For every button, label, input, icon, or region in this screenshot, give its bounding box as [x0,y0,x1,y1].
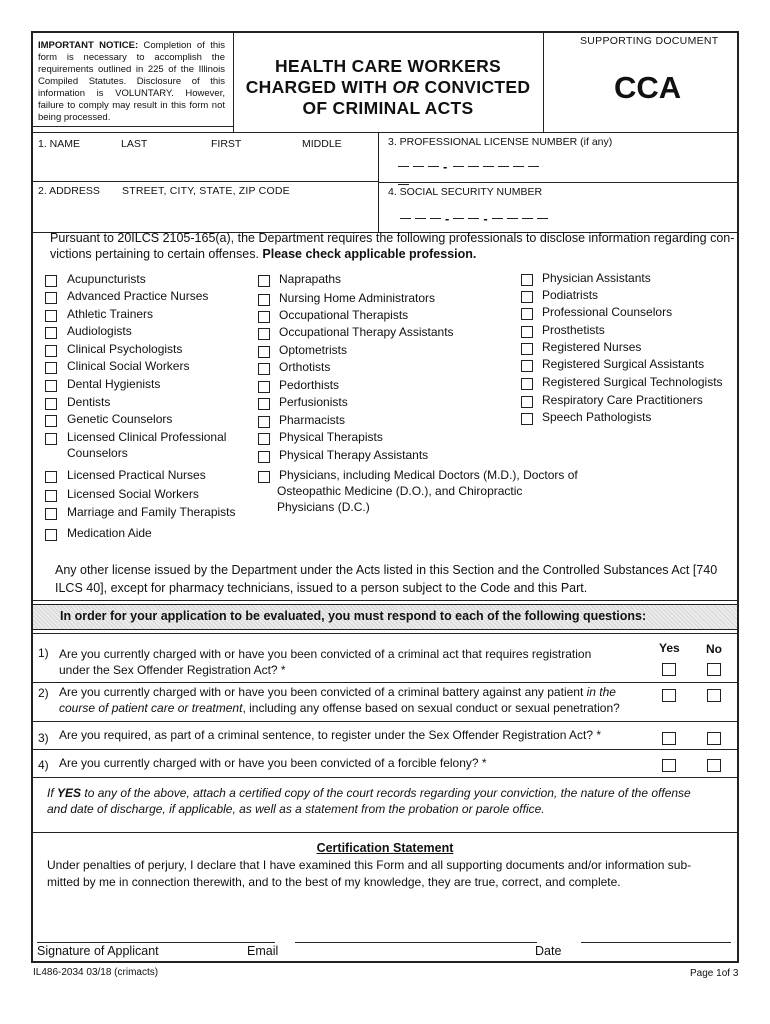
date-label: Date [535,944,562,958]
important-notice [38,40,225,124]
checkbox-dental-hygienists[interactable] [45,380,57,392]
banner-text: In order for your application to be evaluated, you must respond to each of the following questions: [60,609,647,623]
checkbox-pharmacists[interactable] [258,416,270,428]
intro-text: Pursuant to 20ILCS 2105-165(a), the Department requires the following professionals to disclose information regarding con- victions pertaining to certain offenses. Please check applicable profession. [50,231,735,261]
q1-yes-checkbox[interactable] [662,663,676,676]
checkbox-orthotists[interactable] [258,363,270,375]
if-yes-instructions: If YES to any of the above, attach a certified copy of the court records regarding your conviction, the nature of the offense and date of discharge, if applicable, as well as a statement from the probation or parole office. [47,786,691,816]
label-licensed-social-workers: Licensed Social Workers [67,487,199,501]
checkbox-occupational-therapy-assistants[interactable] [258,328,270,340]
label-physician-assistants: Physician Assistants [542,271,651,285]
signature-line [37,942,275,943]
name-address-divider [33,181,378,182]
q1-no-checkbox[interactable] [707,663,721,676]
checkbox-licensed-clinical-professional-counselors[interactable] [45,433,57,445]
label-licensed-clinical-professional: Licensed Clinical Professional [67,430,227,444]
checkbox-respiratory-care-practitioners[interactable] [521,396,533,408]
label-registered-nurses: Registered Nurses [542,340,642,354]
checkbox-clinical-psychologists[interactable] [45,345,57,357]
q2-number: 2) [38,686,49,700]
notice-divider [33,126,233,127]
checkbox-pedorthists[interactable] [258,381,270,393]
label-physicians-line-3: Physicians (D.C.) [277,500,370,514]
signature-label: Signature of Applicant [37,944,159,958]
label-pharmacists: Pharmacists [279,413,346,427]
other-license-text: Any other license issued by the Department under the Acts listed in this Section and the Controlled Substances Act [740 ILCS 40], except for pharmacy technicians, issued to a person subject to the Code and this Part. [55,563,718,595]
label-marriage-family-therapists: Marriage and Family Therapists [67,505,236,519]
q1-divider [33,682,737,683]
label-registered-surgical-technologists: Registered Surgical Technologists [542,375,723,389]
checkbox-physical-therapy-assistants[interactable] [258,451,270,463]
q3-divider [33,749,737,750]
label-physical-therapy-assistants: Physical Therapy Assistants [279,448,429,462]
banner-bottom-rule [33,633,737,634]
q4-yes-checkbox[interactable] [662,759,676,772]
label-registered-surgical-assistants: Registered Surgical Assistants [542,357,705,371]
address-input[interactable] [36,198,374,228]
checkbox-physical-therapists[interactable] [258,433,270,445]
title-line-3: OF CRIMINAL ACTS [302,98,474,118]
supporting-document-label: SUPPORTING DOCUMENT [580,35,719,47]
q1-text: Are you currently charged with or have you been convicted of a criminal act that requires registration under the Sex Offender Registration Act? * [59,647,592,677]
notice-label: IMPORTANT NOTICE: [38,40,139,51]
label-pedorthists: Pedorthists [279,378,340,392]
footer-form-code: IL486-2034 03/18 (crimacts) [33,967,159,978]
row-divider [33,132,737,133]
label-respiratory-care-practitioners: Respiratory Care Practitioners [542,393,703,407]
checkbox-perfusionists[interactable] [258,398,270,410]
address-label: 2. ADDRESS [38,185,100,197]
name-label: 1. NAME [38,138,81,150]
first-name-label: FIRST [211,138,242,150]
label-orthotists: Orthotists [279,360,331,374]
label-clinical-social-workers: Clinical Social Workers [67,359,190,373]
label-physicians-line-2: Osteopathic Medicine (D.O.), and Chiropractic [277,484,523,498]
checkbox-genetic-counselors[interactable] [45,415,57,427]
checkbox-optometrists[interactable] [258,346,270,358]
label-naprapaths: Naprapaths [279,272,342,286]
checkbox-licensed-social-workers[interactable] [45,490,57,502]
checkbox-professional-counselors[interactable] [521,308,533,320]
q4-number: 4) [38,758,49,772]
checkbox-acupuncturists[interactable] [45,275,57,287]
certification-text: Under penalties of perjury, I declare that I have examined this Form and all supporting documents and/or information sub- mitted by me in connection therewith, and to the best of my knowledge, they are true, correct, and complete. [47,858,692,889]
label-speech-pathologists: Speech Pathologists [542,410,652,424]
checkbox-registered-surgical-technologists[interactable] [521,378,533,390]
license-ssn-divider [378,182,737,183]
q2-yes-checkbox[interactable] [662,689,676,702]
checkbox-clinical-social-workers[interactable] [45,362,57,374]
q2-no-checkbox[interactable] [707,689,721,702]
q4-text: Are you currently charged with or have you been convicted of a forcible felony? * [59,756,487,770]
label-genetic-counselors: Genetic Counselors [67,412,173,426]
label-athletic-trainers: Athletic Trainers [67,307,154,321]
page-number: Page 1of 3 [690,968,739,979]
checkbox-speech-pathologists[interactable] [521,413,533,425]
certification-heading: Certification Statement [316,841,454,855]
label-licensed-practical-nurses: Licensed Practical Nurses [67,468,206,482]
header-divider-right [543,33,544,132]
ssn-label: 4. SOCIAL SECURITY NUMBER [388,186,543,198]
signature-input[interactable] [37,908,275,942]
checkbox-athletic-trainers[interactable] [45,310,57,322]
notice-text: Completion of this form is necessary to accomplish the requirements outlined in 225 of the Illinois Compiled Statutes. Disclosure of this information is VOLUNTARY. However, failure to comply may result in this form not being processed. [38,40,225,123]
label-optometrists: Optometrists [279,343,348,357]
label-audiologists: Audiologists [67,324,132,338]
license-label: 3. PROFESSIONAL LICENSE NUMBER (if any) [388,136,613,148]
form-title [236,56,540,119]
label-prosthetists: Prosthetists [542,323,605,337]
email-line [295,942,537,943]
checkbox-dentists[interactable] [45,398,57,410]
q2-text: Are you currently charged with or have you been convicted of a criminal battery against any patient in the course of patient care or treatment, including any offense based on sexual conduct or sexual penetration? [59,685,620,715]
name-input[interactable] [36,150,374,178]
form-code: CCA [614,70,682,105]
checkbox-medication-aide[interactable] [45,529,57,541]
checkbox-occupational-therapists[interactable] [258,311,270,323]
label-perfusionists: Perfusionists [279,395,348,409]
q3-yes-checkbox[interactable] [662,732,676,745]
checkbox-physicians[interactable] [258,471,270,483]
banner-top-rule [33,600,737,601]
title-line-2: CHARGED WITH OR CONVICTED [245,77,531,97]
label-medication-aide: Medication Aide [67,526,152,540]
date-line [581,942,731,943]
checkbox-marriage-family-therapists[interactable] [45,508,57,520]
label-podiatrists: Podiatrists [542,288,599,302]
label-dental-hygienists: Dental Hygienists [67,377,161,391]
title-line-1: HEALTH CARE WORKERS [274,56,502,76]
license-number-input[interactable]: - [398,158,558,172]
q3-text: Are you required, as part of a criminal sentence, to register under the Sex Offender Registration Act? * [59,728,602,742]
label-counselors: Counselors [67,446,128,460]
q1-number: 1) [38,646,49,660]
email-label: Email [247,944,279,958]
checkbox-audiologists[interactable] [45,327,57,339]
q3-number: 3) [38,731,49,745]
label-advanced-practice-nurses: Advanced Practice Nurses [67,289,209,303]
date-input[interactable] [581,908,731,942]
checkbox-nursing-home-administrators[interactable] [258,294,270,306]
q4-no-checkbox[interactable] [707,759,721,772]
label-acupuncturists: Acupuncturists [67,272,146,286]
label-physical-therapists: Physical Therapists [279,430,383,444]
label-physicians-line-1: Physicians, including Medical Doctors (M.D.), Doctors of [279,468,578,482]
checkbox-advanced-practice-nurses[interactable] [45,292,57,304]
checkbox-naprapaths[interactable] [258,275,270,287]
certification-divider [33,832,737,833]
label-clinical-psychologists: Clinical Psychologists [67,342,183,356]
q3-no-checkbox[interactable] [707,732,721,745]
label-professional-counselors: Professional Counselors [542,305,673,319]
label-occupational-therapists: Occupational Therapists [279,308,409,322]
checkbox-licensed-practical-nurses[interactable] [45,471,57,483]
label-nursing-home-administrators: Nursing Home Administrators [279,291,436,305]
no-header: No [706,642,722,656]
checkbox-physician-assistants[interactable] [521,274,533,286]
checkbox-registered-surgical-assistants[interactable] [521,360,533,372]
ssn-input[interactable]: - - [400,210,575,224]
q2-divider [33,721,737,722]
middle-name-label: MIDDLE [302,138,342,150]
checkbox-registered-nurses[interactable] [521,343,533,355]
checkbox-podiatrists[interactable] [521,291,533,303]
email-input[interactable] [295,908,537,942]
yes-header: Yes [659,641,680,655]
address-parts-label: STREET, CITY, STATE, ZIP CODE [122,185,290,197]
q4-divider [33,777,737,778]
checkbox-prosthetists[interactable] [521,326,533,338]
label-dentists: Dentists [67,395,111,409]
header-divider-left [233,33,234,132]
label-occupational-therapy-assistants: Occupational Therapy Assistants [279,325,454,339]
last-name-label: LAST [121,138,148,150]
